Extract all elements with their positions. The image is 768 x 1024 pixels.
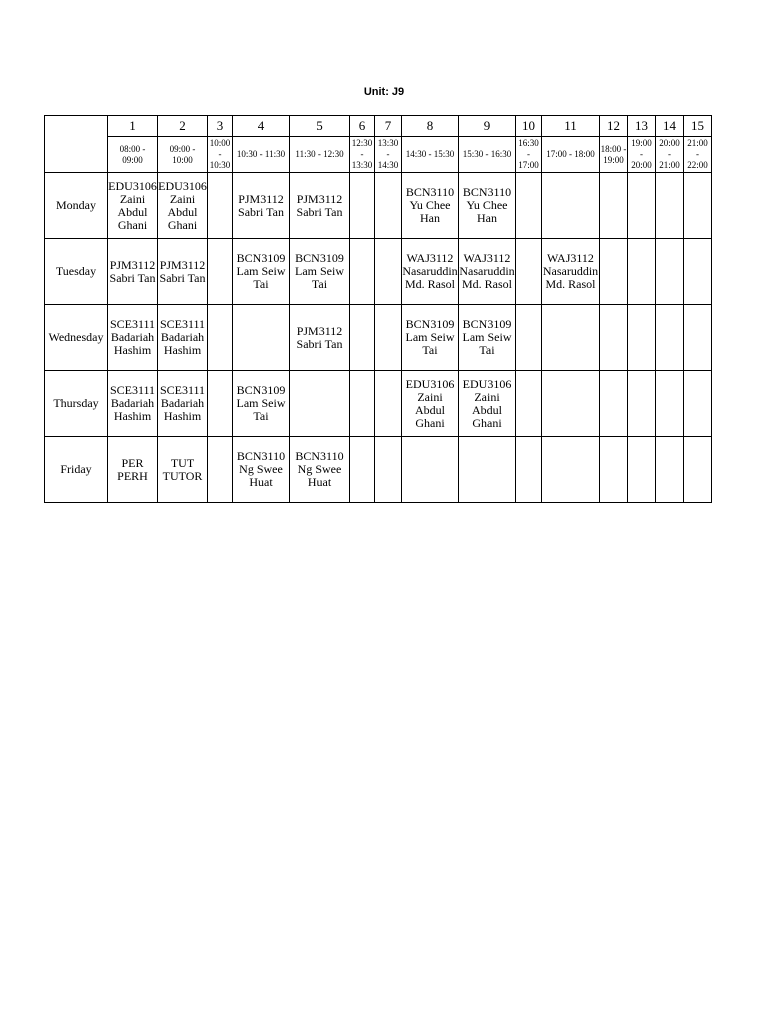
period-number-row [45,116,712,137]
class-cell [350,173,375,239]
class-cell [542,305,600,371]
class-cell [208,305,233,371]
class-cell: WAJ3112 Nasaruddin Md. Rasol [402,239,459,305]
class-cell [628,437,656,503]
day-name: Tuesday [45,239,108,305]
time-slot: 08:00 - 09:00 [108,137,158,173]
class-cell [542,173,600,239]
period-number: 6 [350,116,375,137]
day-row-tuesday [45,239,712,305]
time-slot: 10:30 - 11:30 [233,137,290,173]
class-cell [516,305,542,371]
period-number: 10 [516,116,542,137]
class-cell [628,305,656,371]
class-cell [600,437,628,503]
class-cell [208,173,233,239]
class-cell [628,371,656,437]
class-cell [600,305,628,371]
period-number: 1 [108,116,158,137]
class-cell [684,305,712,371]
class-cell [350,305,375,371]
class-cell [375,371,402,437]
class-cell: BCN3110 Yu Chee Han [402,173,459,239]
class-cell [459,437,516,503]
period-number: 15 [684,116,712,137]
class-cell [628,239,656,305]
class-cell [656,173,684,239]
class-cell [375,437,402,503]
time-slot: 10:00 - 10:30 [208,137,233,173]
day-name: Wednesday [45,305,108,371]
class-cell [516,437,542,503]
unit-title: Unit: J9 [363,86,405,98]
period-number: 11 [542,116,600,137]
class-cell [516,239,542,305]
class-cell: PJM3112 Sabri Tan [233,173,290,239]
class-cell [600,371,628,437]
day-name: Thursday [45,371,108,437]
class-cell: PJM3112 Sabri Tan [290,173,350,239]
period-number: 3 [208,116,233,137]
class-cell: BCN3110 Yu Chee Han [459,173,516,239]
period-number: 8 [402,116,459,137]
class-cell [290,371,350,437]
class-cell: PJM3112 Sabri Tan [108,239,158,305]
class-cell: SCE3111 Badariah Hashim [158,305,208,371]
period-number: 5 [290,116,350,137]
class-cell: WAJ3112 Nasaruddin Md. Rasol [459,239,516,305]
class-cell: PJM3112 Sabri Tan [158,239,208,305]
class-cell: BCN3109 Lam Seiw Tai [459,305,516,371]
class-cell [516,173,542,239]
class-cell: BCN3110 Ng Swee Huat [233,437,290,503]
class-cell: EDU3106 Zaini Abdul Ghani [402,371,459,437]
class-cell: PER PERH [108,437,158,503]
time-row [45,137,712,173]
class-cell: SCE3111 Badariah Hashim [108,371,158,437]
class-cell [684,437,712,503]
day-row-thursday [45,371,712,437]
day-row-wednesday [45,305,712,371]
class-cell [516,371,542,437]
class-cell [542,371,600,437]
class-cell [656,437,684,503]
class-cell [542,437,600,503]
period-number: 2 [158,116,208,137]
period-number: 9 [459,116,516,137]
day-name: Friday [45,437,108,503]
period-number: 13 [628,116,656,137]
class-cell [600,239,628,305]
class-cell [208,437,233,503]
period-number: 14 [656,116,684,137]
time-slot: 16:30 - 17:00 [516,137,542,173]
class-cell [684,371,712,437]
class-cell: EDU3106 Zaini Abdul Ghani [108,173,158,239]
class-cell: SCE3111 Badariah Hashim [158,371,208,437]
class-cell: BCN3110 Ng Swee Huat [290,437,350,503]
class-cell: EDU3106 Zaini Abdul Ghani [158,173,208,239]
time-slot: 14:30 - 15:30 [402,137,459,173]
time-slot: 11:30 - 12:30 [290,137,350,173]
class-cell [375,173,402,239]
time-slot: 17:00 - 18:00 [542,137,600,173]
day-row-monday [45,173,712,239]
class-cell: WAJ3112 Nasaruddin Md. Rasol [542,239,600,305]
time-slot: 18:00 - 19:00 [600,137,628,173]
time-slot: 12:30 - 13:30 [350,137,375,173]
class-cell [375,305,402,371]
class-cell: BCN3109 Lam Seiw Tai [290,239,350,305]
timetable [44,115,712,503]
time-slot: 19:00 - 20:00 [628,137,656,173]
class-cell [402,437,459,503]
class-cell: BCN3109 Lam Seiw Tai [233,371,290,437]
period-number: 7 [375,116,402,137]
class-cell: BCN3109 Lam Seiw Tai [402,305,459,371]
class-cell [233,305,290,371]
class-cell [208,371,233,437]
period-number: 12 [600,116,628,137]
period-number: 4 [233,116,290,137]
time-slot: 20:00 - 21:00 [656,137,684,173]
day-name: Monday [45,173,108,239]
time-slot: 15:30 - 16:30 [459,137,516,173]
class-cell [208,239,233,305]
class-cell [628,173,656,239]
day-row-friday [45,437,712,503]
class-cell [350,437,375,503]
class-cell [684,239,712,305]
time-slot: 13:30 - 14:30 [375,137,402,173]
class-cell [684,173,712,239]
class-cell [656,371,684,437]
class-cell [350,239,375,305]
corner-cell [45,116,108,173]
class-cell [600,173,628,239]
class-cell [656,239,684,305]
class-cell: EDU3106 Zaini Abdul Ghani [459,371,516,437]
time-slot: 09:00 - 10:00 [158,137,208,173]
class-cell [375,239,402,305]
class-cell: SCE3111 Badariah Hashim [108,305,158,371]
class-cell [656,305,684,371]
class-cell [350,371,375,437]
time-slot: 21:00 - 22:00 [684,137,712,173]
class-cell: TUT TUTOR [158,437,208,503]
class-cell: PJM3112 Sabri Tan [290,305,350,371]
class-cell: BCN3109 Lam Seiw Tai [233,239,290,305]
